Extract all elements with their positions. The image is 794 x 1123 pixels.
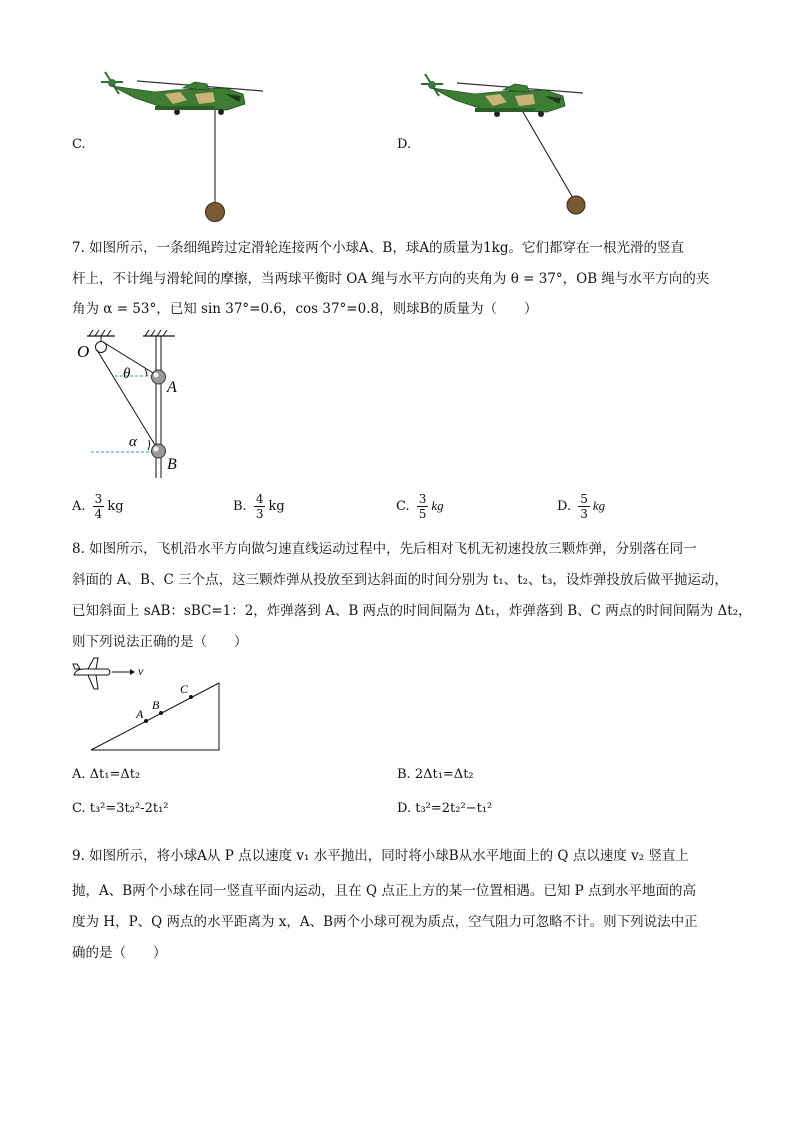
helicopter-c-figure bbox=[95, 64, 270, 224]
q8-stem-line1: 8. 如图所示，飞机沿水平方向做匀速直线运动过程中，先后相对飞机无初速投放三颗炸弹，分别落在同一 bbox=[72, 541, 697, 557]
q7-option-a[interactable]: A. $\frac{3}{4}$ kg bbox=[72, 492, 124, 521]
q9-stem-line3: 度为 H，P、Q 两点的水平距离为 x，A、B两个小球可视为质点，空气阻力可忽略不计。则下列说法中正 bbox=[72, 914, 698, 930]
q8-stem-line3: 已知斜面上 sAB：sBC=1：2，炸弹落到 A、B 两点的时间间隔为 Δt₁，炸弹落到 B、C 两点的时间间隔为 Δt₂， bbox=[72, 603, 752, 619]
q9-stem-line2: 抛，A、B两个小球在同一竖直平面内运动，且在 Q 点正上方的某一位置相遇。已知 P 点到水平地面的高 bbox=[72, 883, 696, 899]
label-alpha: α bbox=[129, 434, 137, 450]
q7-stem-line2: 杆上，不计绳与滑轮间的摩擦，当两球平衡时 OA 绳与水平方向的夹角为 θ = 37°，OB 绳与水平方向的夹 bbox=[72, 271, 710, 287]
fraction: $\frac{3}{4}$ bbox=[94, 492, 103, 521]
fraction: $\frac{5}{3}$ bbox=[580, 492, 588, 521]
q6-option-d[interactable]: D. bbox=[397, 137, 412, 152]
label-c: C bbox=[180, 682, 189, 696]
q8-option-d[interactable]: D. t₃²=2t₂²−t₁² bbox=[397, 801, 493, 816]
fraction: $\frac{3}{5}$ bbox=[418, 492, 427, 521]
q9-stem-line1: 9. 如图所示，将小球A从 P 点以速度 v₁ 水平抛出，同时将小球B从水平地面上的 Q 点以速度 v₂ 竖直上 bbox=[72, 848, 689, 864]
q7-option-b[interactable]: B. $\frac{4}{3}$ kg bbox=[233, 492, 285, 521]
airplane-icon bbox=[73, 658, 110, 689]
label-a: A bbox=[167, 379, 177, 396]
label-v: v bbox=[138, 664, 144, 678]
q8-option-c[interactable]: C. t₃²=3t₂²-2t₁² bbox=[72, 801, 169, 816]
q8-option-a[interactable]: A. Δt₁=Δt₂ bbox=[72, 767, 141, 782]
label-b: B bbox=[152, 698, 160, 712]
label-theta: θ bbox=[123, 366, 131, 382]
helicopter-d-figure bbox=[415, 66, 590, 226]
q7-option-c[interactable]: C. $\frac{3}{5}$ kg bbox=[396, 492, 444, 521]
helicopter-icon bbox=[421, 74, 583, 117]
label-a: A bbox=[136, 707, 144, 721]
q8-option-b[interactable]: B. 2Δt₁=Δt₂ bbox=[397, 767, 474, 782]
q6-option-c[interactable]: C. bbox=[72, 137, 86, 152]
helicopter-icon bbox=[101, 72, 263, 115]
q7-stem-line1: 7. 如图所示，一条细绳跨过定滑轮连接两个小球A、B，球A的质量为1kg。它们都穿在一根光滑的竖直 bbox=[72, 240, 685, 256]
label-b: B bbox=[167, 456, 177, 473]
q7-option-d[interactable]: D. $\frac{5}{3}$ kg bbox=[557, 492, 606, 521]
q8-stem-line4: 则下列说法正确的是（ ） bbox=[72, 634, 248, 650]
q9-stem-line4: 确的是（ ） bbox=[72, 945, 167, 961]
q7-stem-line3: 角为 α = 53°，已知 sin 37°=0.6，cos 37°=0.8，则球B的质量为（ ） bbox=[72, 301, 538, 317]
fraction: $\frac{4}{3}$ bbox=[255, 492, 264, 521]
q7-pulley-figure bbox=[75, 330, 195, 480]
q8-stem-line2: 斜面的 A、B、C 三个点，这三颗炸弹从投放至到达斜面的时间分别为 t₁、t₂、t₃，设炸弹投放后做平抛运动， bbox=[72, 572, 728, 588]
q8-incline-figure bbox=[72, 655, 232, 755]
label-o: O bbox=[77, 342, 90, 361]
